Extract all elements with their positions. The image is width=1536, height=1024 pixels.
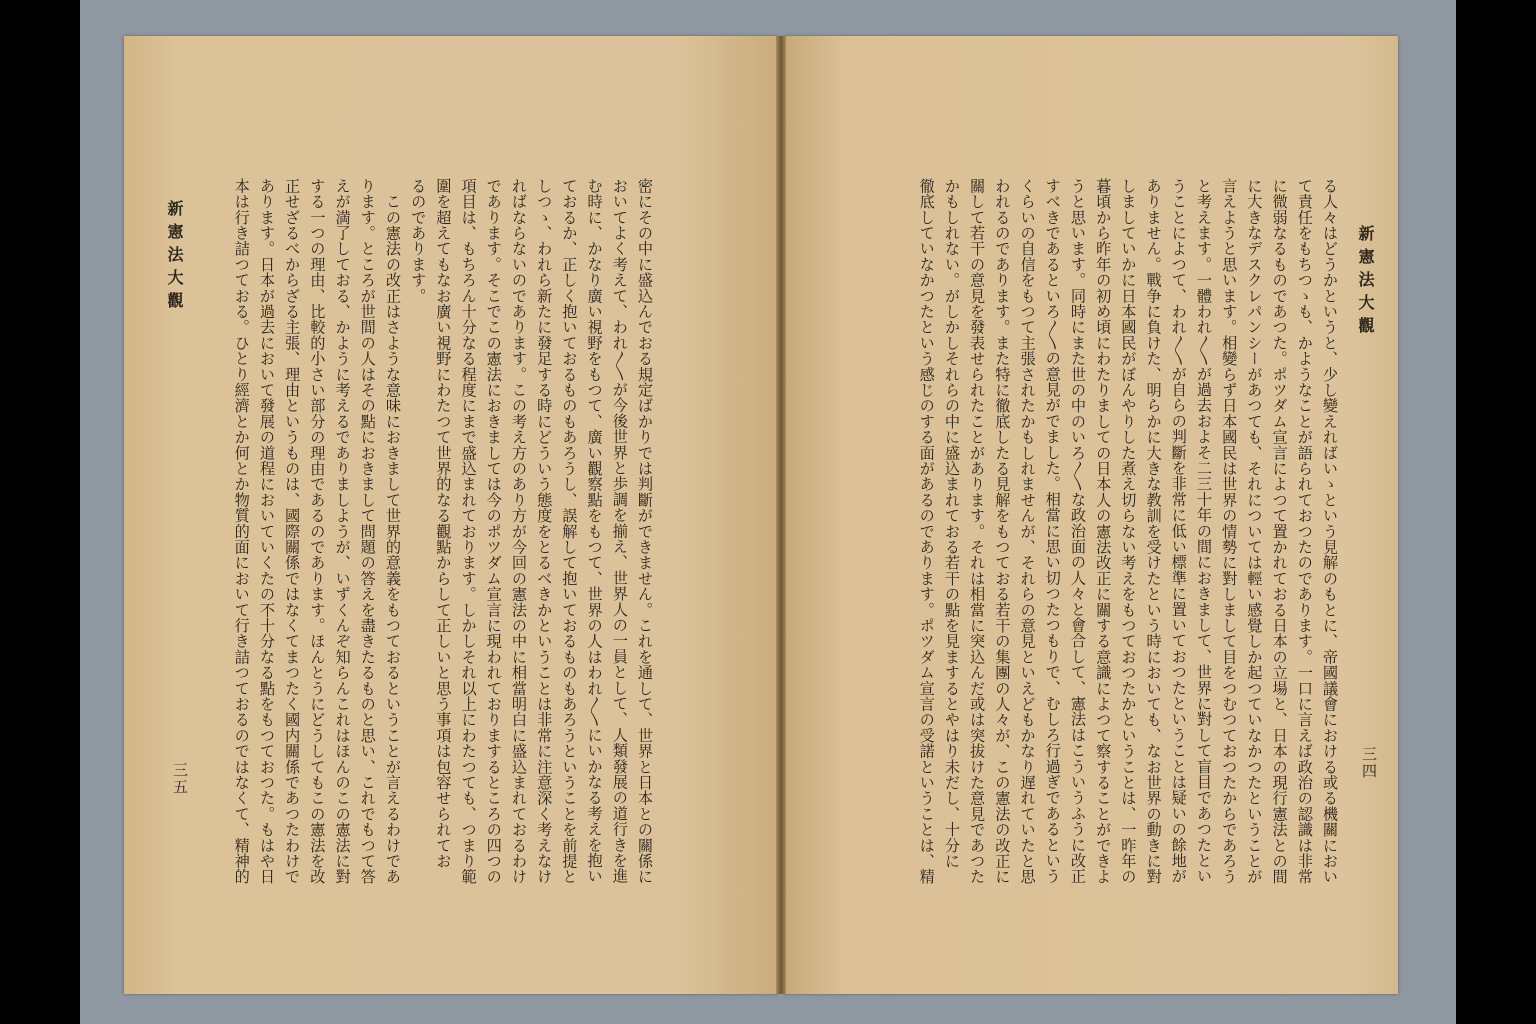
text-line: 項目は、もちろん十分なる程度にまで盛込まれております。しかしそれ以上にわたつても、つまり範 <box>459 178 478 885</box>
text-line: ればならないのであります。この考え方のあり方が今回の憲法の中に相當明白に盛込まれておるわけ <box>509 178 528 885</box>
left-page-number: 三五 <box>171 762 189 796</box>
right-black-border <box>1456 0 1536 1024</box>
text-line: かもしれない。がしかしそれらの中に盛込まれておる若干の點を見まするとやはり未だし、十分に <box>942 178 961 869</box>
text-line: む時に、かなり廣い視野をもつて、廣い觀察點をもつて、世界の人はわれ〳〵にいかなる考えを抱い <box>585 178 604 884</box>
text-line: する一つの理由、比較的小さい部分の理由であるのであります。ほんとうにどうしてもこの憲法を改 <box>308 178 327 885</box>
text-line: に微弱なるものであつた。ポツダム宣言によつて置かれておる日本の立場と、日本の現行憲法との間 <box>1270 178 1289 885</box>
left-running-head: 新憲法大觀 <box>165 200 184 315</box>
text-line: われるのであります。また特に徹底したる見解をもつておる若干の集團の人々が、この憲法の改正に <box>993 178 1012 885</box>
text-line: すべきであるといろ〳〵の意見がでました。相當に思い切つたつもりで、むしろ行過ぎであるという <box>1043 178 1062 884</box>
text-line: ておるか、正しく抱いておるものもあろうし、誤解して抱いておるものもあろうということを前提と <box>560 178 579 885</box>
text-line: 言えようと思います。相變らず日本國民は世界の情勢に對しまして目をつむつておつたからであろう <box>1220 178 1239 885</box>
text-line: る人々はどうかというと、少し變えればいゝという見解のもとに、帝國議會における或る機關におい <box>1321 178 1339 885</box>
text-line: と考えます。一體われ〳〵が過去およそ二三十年の間におきまして、世界に對して盲目であつたとい <box>1194 178 1213 884</box>
text-line: うことによつて、われ〳〵が自らの判斷を非常に低い標準に置いておつたということは疑いの餘地が <box>1169 178 1188 884</box>
text-line: 本は行き詰つておる。ひとり經濟とか何とか物質的面において行き詰つておるのではなくて、精神的 <box>232 178 251 885</box>
text-line: えが満了しておる、かように考えるでありましようが、いずくんぞ知らんこれはほんのこの憲法に對 <box>333 178 352 885</box>
text-line: ありません。戰争に負けた、明らかに大きな教訓を受けたという時においても、なお世界の動きに對 <box>1144 178 1163 885</box>
text-line: 徹底していなかつたという感じのする面があるのであります。ポツダム宣言の受諾ということは、精 <box>917 178 936 885</box>
text-line: おいてよく考えて、われ〳〵が今後世界と歩調を揃え、世界人の一員として、人類發展の道行きを進 <box>610 178 629 884</box>
text-line: 圍を超えてもなお廣い視野にわたつて世界的なる觀點からして正しいと思う事項は包容せられてお <box>434 178 453 869</box>
text-line: ります。ところが世間の人はその點におきまして問題の答えを盡きたるものと思い、これでもつて答 <box>358 178 377 885</box>
text-line: この憲法の改正はさような意味におきまして世界的意義をもつておるということが言えるわけであ <box>383 178 402 885</box>
text-line: 關して若干の意見を發表せられたことがあります。それは相當に突込んだ或は突拔けた意見であつた <box>968 178 987 885</box>
text-line: くらいの自信をもつて主張されたかもしれませんが、それらの意見といえどもかなり遅れていたと思 <box>1018 178 1037 885</box>
text-line: うと思います。同時にまた世の中のいろ〳〵な政治面の人々と會合して、憲法はこういうふうに改正 <box>1068 178 1087 884</box>
text-line: であります。そこでこの憲法におきましては今のポツダム宣言に現われておりまするところの四つの <box>484 178 503 885</box>
right-page-number: 三四 <box>1360 746 1378 780</box>
right-page-body <box>850 178 1342 920</box>
text-line: あります。日本が過去において發展の道程においていくたの不十分なる點をもつておつた。もはや日 <box>257 178 276 885</box>
left-black-border <box>0 0 80 1024</box>
text-line: て責任をもちつゝも、かようなことが語られておつたのであります。一口に言えば政治の認識は非常 <box>1295 178 1314 885</box>
text-line: るのであります。 <box>409 178 428 304</box>
text-line: 暮頃から昨年の初め頃にわたりましての日本人の憲法改正に關する意識によつて察することができよ <box>1094 178 1113 885</box>
text-line: に大きなデスクレパンシーがあつても、それについては輕い感覺しか起つていなかつたということが <box>1245 178 1264 885</box>
left-page-body <box>195 178 657 910</box>
text-line: しつゝ、われら新たに發足する時にどういう態度をとるべきかということは非常に注意深く考えなけ <box>535 178 554 885</box>
text-line: しましていかに日本國民がぼんやりした煮え切らない考えをもつておつたかということは、一昨年の <box>1119 178 1138 885</box>
right-running-head: 新憲法大觀 <box>1356 225 1375 340</box>
book-gutter <box>776 36 786 994</box>
text-line: 密にその中に盛込んでおる規定ばかりでは判斷ができません。これを通して、世界と日本との關係に <box>636 178 654 885</box>
text-line: 正せざるべからざる主張、理由というものは、國際關係ではなくてまつたく國内關係であつたわけで <box>283 178 302 885</box>
